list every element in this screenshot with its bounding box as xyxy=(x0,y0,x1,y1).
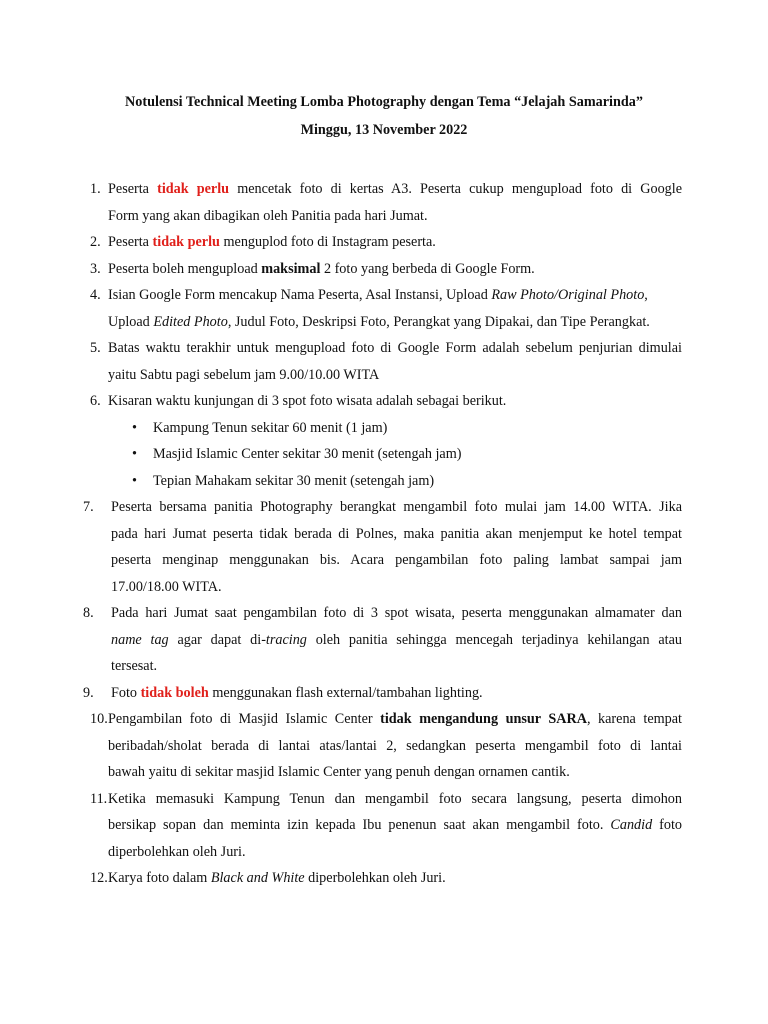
item-number: 3. xyxy=(90,260,101,277)
sub-list-item xyxy=(90,415,682,442)
sub-item-text: Kampung Tenun sekitar 60 menit (1 jam) xyxy=(153,419,388,436)
sub-item-text: Tepian Mahakam sekitar 30 menit (setengah jam) xyxy=(153,472,435,489)
list-item xyxy=(83,600,682,680)
sub-item-text: Masjid Islamic Center sekitar 30 menit (setengah jam) xyxy=(153,446,462,462)
emphasis-italic: Raw Photo/Original Photo xyxy=(491,287,645,303)
emphasis-bold: maksimal xyxy=(261,260,321,277)
emphasis-italic: name tag xyxy=(111,631,169,648)
item-line: Karya foto dalam Black and White diperbolehkan oleh Juri. xyxy=(108,870,446,886)
item-number: 10. xyxy=(90,711,108,727)
item-line: Kisaran waktu kunjungan di 3 spot foto wisata adalah sebagai berikut. xyxy=(108,393,507,409)
item-number: 5. xyxy=(90,340,101,356)
emphasis-red: tidak perlu xyxy=(157,181,230,197)
emphasis-red: tidak perlu xyxy=(152,234,220,250)
list-item xyxy=(90,282,682,335)
item-line: Pengambilan foto di Masjid Islamic Center tidak mengandung unsur SARA, karena tempat xyxy=(108,711,682,727)
item-line: pada hari Jumat peserta tidak berada di Polnes, maka panitia akan menjemput ke hotel tempat xyxy=(111,525,682,542)
item-line: Peserta bersama panitia Photography berangkat mengambil foto mulai jam 14.00 WITA. Jika xyxy=(111,499,682,515)
item-line: Ketika memasuki Kampung Tenun dan mengambil foto secara langsung, peserta dimohon xyxy=(108,790,682,807)
list-item xyxy=(83,680,682,707)
emphasis-italic: tracing xyxy=(265,631,307,648)
emphasis-bold: tidak mengandung unsur SARA xyxy=(380,711,587,727)
item-number: 6. xyxy=(90,393,101,409)
list-item xyxy=(83,494,682,600)
bullet-icon: • xyxy=(132,446,137,462)
item-number: 2. xyxy=(90,234,101,250)
emphasis-italic: Candid xyxy=(610,817,653,833)
item-line: Foto tidak boleh menggunakan flash external/tambahan lighting. xyxy=(111,684,483,701)
item-line: diperbolehkan oleh Juri. xyxy=(108,843,246,860)
document-date: Minggu, 13 November 2022 xyxy=(300,122,468,138)
list-item xyxy=(90,176,682,229)
item-line: Isian Google Form mencakup Nama Peserta, Asal Instansi, Upload Raw Photo/Original Photo, xyxy=(108,287,648,303)
item-line: Peserta tidak perlu mencetak foto di kertas A3. Peserta cukup mengupload foto di Google xyxy=(108,181,682,197)
item-line: 17.00/18.00 WITA. xyxy=(111,578,222,595)
list-item xyxy=(90,786,682,866)
bullet-icon: • xyxy=(132,419,137,436)
list-item xyxy=(90,706,682,786)
item-line: yaitu Sabtu pagi sebelum jam 9.00/10.00 WITA xyxy=(108,366,380,383)
emphasis-italic: Black and White xyxy=(210,870,305,886)
item-line: bersikap sopan dan meminta izin kepada Ibu penenun saat akan mengambil foto. Candid foto xyxy=(108,817,683,833)
minutes-list xyxy=(83,176,683,892)
item-line: Peserta boleh mengupload maksimal 2 foto yang berbeda di Google Form. xyxy=(108,260,535,277)
item-line: bawah yaitu di sekitar masjid Islamic Center yang penuh dengan ornamen cantik. xyxy=(108,764,570,780)
item-number: 4. xyxy=(90,287,101,303)
item-line: beribadah/sholat berada di lantai atas/lantai 2, sedangkan peserta mengambil foto di lantai xyxy=(108,737,682,754)
item-number: 8. xyxy=(83,605,94,621)
item-line: Batas waktu terakhir untuk mengupload foto di Google Form adalah sebelum penjurian dimulai xyxy=(108,340,682,356)
list-item xyxy=(90,388,682,415)
emphasis-red: tidak boleh xyxy=(140,684,209,701)
item-line: Peserta tidak perlu menguplod foto di Instagram peserta. xyxy=(108,234,436,250)
emphasis-italic: Edited Photo xyxy=(153,313,228,330)
item-line: Upload Edited Photo, Judul Foto, Deskripsi Foto, Perangkat yang Dipakai, dan Tipe Perangkat. xyxy=(108,313,650,330)
item-line: name tag agar dapat di-tracing oleh panitia sehingga mencegah terjadinya kehilangan atau xyxy=(111,631,682,648)
document-title: Notulensi Technical Meeting Lomba Photography dengan Tema “Jelajah Samarinda” xyxy=(125,94,643,110)
item-line: tersesat. xyxy=(111,658,158,674)
sub-list-item xyxy=(90,468,682,495)
item-number: 12. xyxy=(90,870,108,886)
item-line: Form yang akan dibagikan oleh Panitia pada hari Jumat. xyxy=(108,207,428,224)
list-item xyxy=(90,335,682,388)
sub-list-item xyxy=(90,441,682,468)
list-item xyxy=(90,229,682,256)
item-number: 11. xyxy=(90,790,108,807)
item-number: 1. xyxy=(90,181,101,197)
item-line: Pada hari Jumat saat pengambilan foto di 3 spot wisata, peserta menggunakan almamater dan xyxy=(111,605,682,621)
item-number: 9. xyxy=(83,684,94,701)
item-line: peserta menginap menggunakan bis. Acara pengambilan foto paling lambat sampai jam xyxy=(111,552,682,568)
list-item xyxy=(90,256,682,283)
item-number: 7. xyxy=(83,499,94,515)
list-item xyxy=(90,865,682,892)
bullet-icon: • xyxy=(132,472,137,489)
